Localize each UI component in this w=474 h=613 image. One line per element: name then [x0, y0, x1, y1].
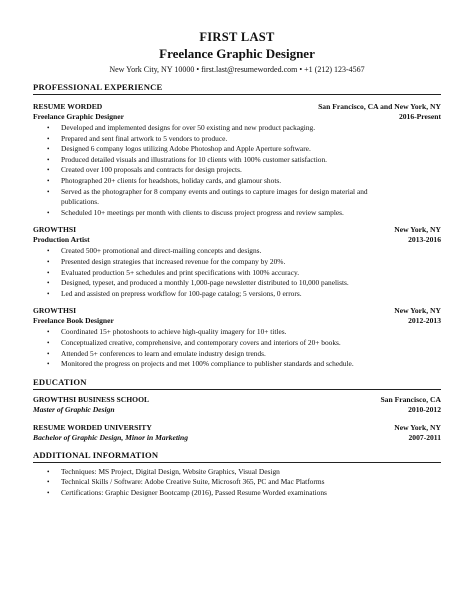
bullet-item: • Created 500+ promotional and direct-mailing concepts and designs.	[33, 246, 441, 257]
bullet-item: • Conceptualized creative, comprehensive, and contemporary covers and interiors of 20+ books.	[33, 338, 441, 349]
bullet-item: • Presented design strategies that increased revenue for the company by 20%.	[33, 257, 441, 268]
bullet-item: • Designed, typeset, and produced a monthly 1,000-page newsletter distributed to 10,000 panelists.	[33, 278, 441, 289]
bullet-item: • Scheduled 10+ meetings per month with clients to discuss project progress and review samples.	[33, 208, 441, 219]
contact-line: New York City, NY 10000 • first.last@resumeworded.com • +1 (212) 123-4567	[109, 65, 365, 74]
bullet-item: • Evaluated production 5+ schedules and print specifications with 100% accuracy.	[33, 268, 441, 279]
additional-section	[33, 450, 441, 499]
bullet-item: • Produced detailed visuals and illustrations for 10 clients with 100% customer satisfaction.	[33, 155, 441, 166]
bullet-item: • Led and assisted on prepress workflow for 100-page catalog; 5 versions, 0 errors.	[33, 289, 441, 300]
bullet-continuation: publications.	[61, 197, 99, 207]
candidate-name: FIRST LAST	[199, 30, 275, 44]
bullet-list	[33, 246, 441, 299]
location: San Francisco, CA	[380, 394, 441, 404]
company-name: RESUME WORDED	[33, 102, 103, 111]
bullet-item: • Technical Skills / Software: Adobe Creative Suite, Microsoft 365, PC and Mac Platforms	[33, 477, 441, 488]
school-name: GROWTHSI BUSINESS SCHOOL	[33, 394, 150, 404]
resume-header	[33, 30, 441, 75]
bullet-item: • Techniques: MS Project, Digital Design, Website Graphics, Visual Design	[33, 467, 441, 478]
location: New York, NY	[394, 225, 441, 235]
bullet-item: • Served as the photographer for 8 company events and outings to capture images for design material and	[33, 187, 441, 198]
location: San Francisco, CA and New York, NY	[318, 102, 441, 111]
degree: Bachelor of Graphic Design, Minor in Marketing	[33, 432, 189, 442]
education-entry	[33, 423, 441, 443]
bullet-item: • Coordinated 15+ photoshoots to achieve high-quality imagery for 10+ titles.	[33, 327, 441, 338]
section-heading: PROFESSIONAL EXPERIENCE	[33, 82, 441, 95]
bullet-item: • Monitored the progress on projects and met 100% compliance to publisher standards and schedule.	[33, 359, 441, 370]
bullet-list	[33, 467, 441, 499]
bullet-item: • Certifications: Graphic Designer Bootcamp (2016), Passed Resume Worded examinations	[33, 488, 441, 499]
dates: 2016-Present	[398, 112, 441, 121]
bullet-item: • Created over 100 proposals and contracts for design projects.	[33, 165, 441, 176]
education-section	[33, 377, 441, 443]
bullet-item: • Photographed 20+ clients for headshots, holiday cards, and glamour shots.	[33, 176, 441, 187]
experience-section	[33, 82, 441, 370]
experience-entry	[33, 225, 441, 299]
section-heading: EDUCATION	[33, 377, 441, 390]
school-name: RESUME WORDED UNIVERSITY	[33, 422, 152, 432]
bullet-item: • Developed and implemented designs for over 50 existing and new product packaging.	[33, 123, 441, 134]
dates: 2010-2012	[408, 404, 441, 414]
candidate-title: Freelance Graphic Designer	[159, 46, 315, 61]
section-heading: ADDITIONAL INFORMATION	[33, 450, 441, 463]
job-title: Freelance Book Designer	[33, 316, 114, 326]
experience-entry	[33, 306, 441, 369]
dates: 2012-2013	[408, 316, 441, 326]
job-title: Freelance Graphic Designer	[33, 112, 124, 121]
company-name: GROWTHSI	[33, 225, 77, 235]
experience-entry	[33, 102, 441, 218]
location: New York, NY	[394, 422, 441, 432]
education-entry	[33, 395, 441, 415]
bullet-list	[33, 327, 441, 369]
bullet-item: • Prepared and sent final artwork to 5 vendors to produce.	[33, 134, 441, 145]
degree: Master of Graphic Design	[33, 404, 115, 414]
location: New York, NY	[394, 306, 441, 316]
dates: 2013-2016	[408, 235, 441, 245]
bullet-list	[33, 123, 441, 218]
company-name: GROWTHSI	[33, 306, 77, 316]
dates: 2007-2011	[408, 432, 441, 442]
bullet-item: • Attended 5+ conferences to learn and emulate industry design trends.	[33, 349, 441, 360]
job-title: Production Artist	[33, 235, 90, 245]
bullet-item: • Designed 6 company logos utilizing Adobe Photoshop and Apple Aperture software.	[33, 144, 441, 155]
